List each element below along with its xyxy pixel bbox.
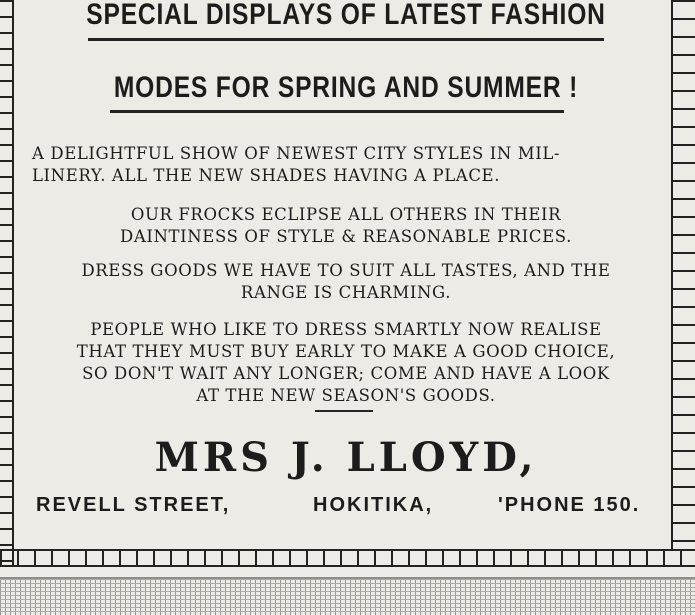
section-divider xyxy=(315,410,373,412)
address-phone: 'PHONE 150. xyxy=(498,494,641,516)
paragraph-line: PEOPLE WHO LIKE TO DRESS SMARTLY NOW REALISE xyxy=(90,320,602,339)
right-decorative-border xyxy=(671,0,695,550)
paragraph-frocks xyxy=(28,204,664,248)
paragraph-buy-early xyxy=(28,319,664,407)
paragraph-line: OUR FROCKS ECLIPSE ALL OTHERS IN THEIR xyxy=(130,205,562,224)
paragraph-line: SO DON'T WAIT ANY LONGER; COME AND HAVE A LOOK xyxy=(82,364,610,383)
paragraph-line: THAT THEY MUST BUY EARLY TO MAKE A GOOD CHOICE, xyxy=(76,342,616,361)
left-decorative-border xyxy=(0,0,14,565)
paragraph-millinery xyxy=(28,143,664,187)
advertisement xyxy=(28,0,664,540)
paragraph-line: LINERY. ALL THE NEW SHADES HAVING A PLACE. xyxy=(32,166,501,185)
paragraph-line: DAINTINESS OF STYLE & REASONABLE PRICES. xyxy=(120,227,572,246)
advertiser-name: MRS J. LLOYD, xyxy=(154,434,538,481)
paragraph-dress-goods xyxy=(28,260,664,304)
paragraph-line: RANGE IS CHARMING. xyxy=(240,283,452,302)
headline-underline xyxy=(88,38,604,41)
headline-sub: MODES FOR SPRING AND SUMMER ! xyxy=(113,71,579,104)
bottom-decorative-border xyxy=(0,549,695,567)
paragraph-line: A DELIGHTFUL SHOW OF NEWEST CITY STYLES IN MIL- xyxy=(32,144,561,163)
paragraph-line: AT THE NEW SEASON'S GOODS. xyxy=(196,386,496,405)
next-advertisement-edge xyxy=(0,577,695,615)
paragraph-line: DRESS GOODS WE HAVE TO SUIT ALL TASTES, AND THE xyxy=(81,261,611,280)
address-town: HOKITIKA, xyxy=(313,494,434,516)
address-street: REVELL STREET, xyxy=(36,494,231,516)
subheadline-underline xyxy=(110,110,564,113)
headline-top: SPECIAL DISPLAYS OF LATEST FASHION xyxy=(86,0,606,31)
